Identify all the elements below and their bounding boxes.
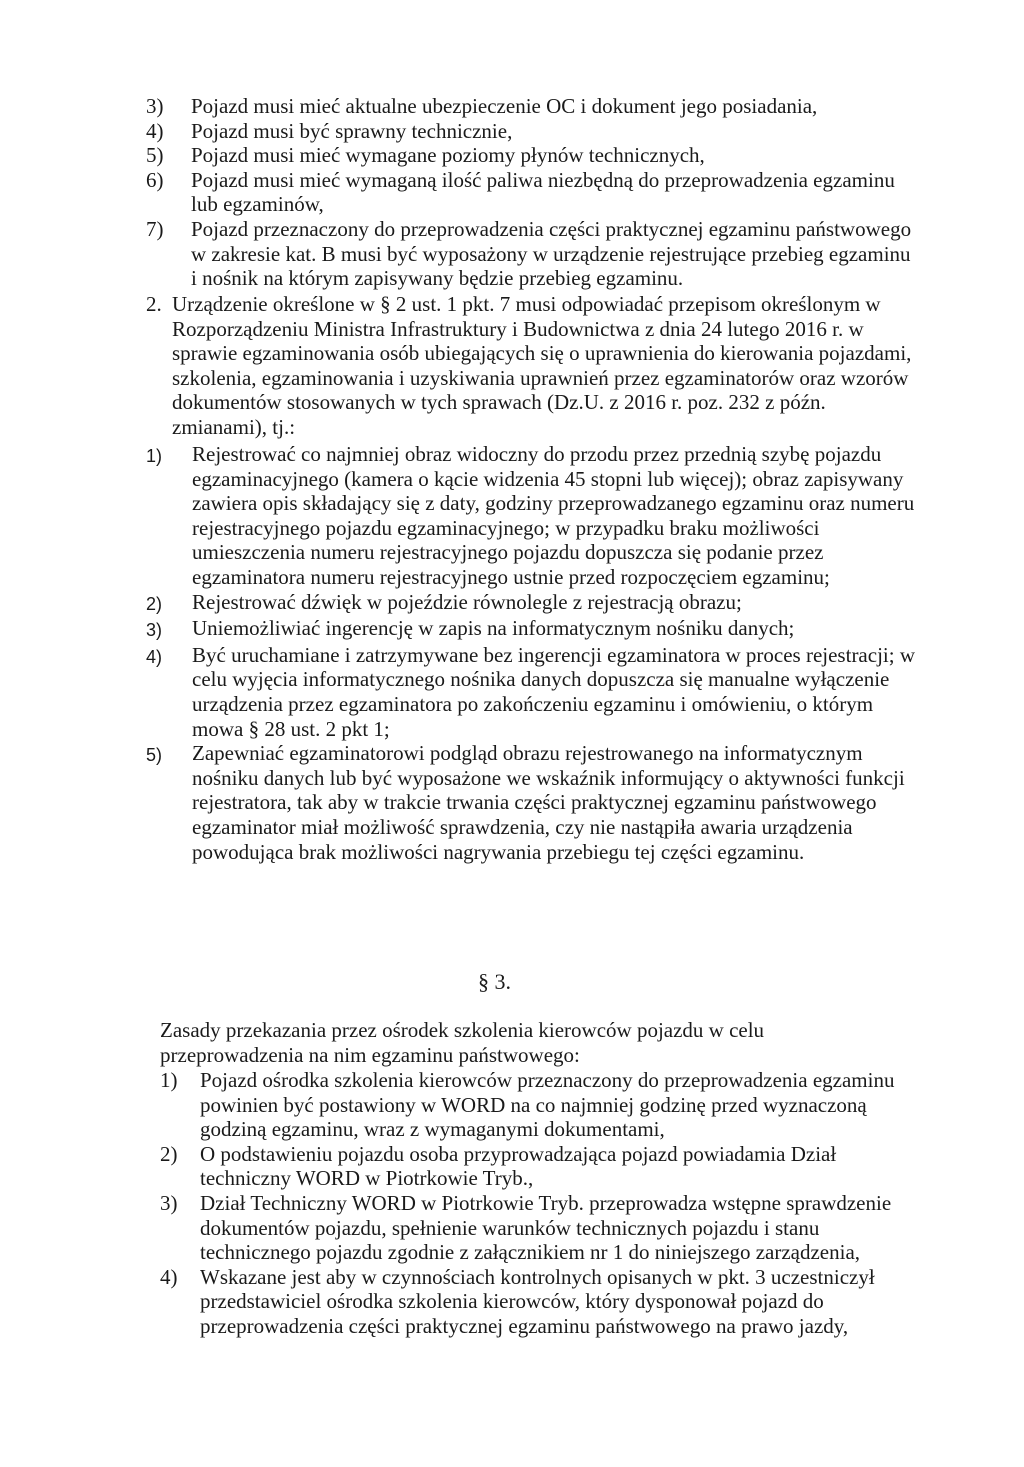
item-number: 3) [160,1190,178,1215]
item-number: 4) [160,1264,178,1289]
requirements-list [146,94,916,291]
item-text: Pojazd musi mieć wymagane poziomy płynów technicznych, [191,143,705,168]
item-text: Wskazane jest aby w czynnościach kontrolnych opisanych w pkt. 3 uczestniczył przedstawiciel ośrodka szkolenia kierowców, który dysponował pojazd do przeprowadzenia części praktycznej egzaminu państwowego na prawo jazdy, [200,1264,875,1338]
item-number: 1) [160,1068,178,1092]
device-requirements-list [146,442,916,864]
item-text: Pojazd przeznaczony do przeprowadzenia części praktycznej egzaminu państwowego w zakresie kat. B musi być wyposażony w urządzenie rejestrujące przebieg egzaminu i nośnik na którym zapisywany będzie przebieg egzaminu. [191,216,912,291]
item-number: 2) [160,1141,178,1166]
item-number: 1) [146,446,163,466]
list-item [146,442,916,590]
item-number: 3) [146,94,164,118]
section-intro: Zasady przekazania przez ośrodek szkolenia kierowców pojazdu w celu przeprowadzenia na nim egzaminu państwowego: [160,1018,765,1067]
item-number: 6) [146,167,164,192]
handover-rules-list [160,1068,900,1339]
item-text: Pojazd musi być sprawny technicznie, [191,118,513,143]
item-number: 2) [146,593,163,614]
list-item [146,94,916,119]
item-text: Rejestrować dźwięk w pojeździe równolegle z rejestracją obrazu; [192,589,742,614]
list-item [160,1068,900,1142]
paragraph-2 [146,292,916,440]
list-item [146,217,916,291]
item-text: Być uruchamiane i zatrzymywane bez ingerencji egzaminatora w proces rejestracji; w celu wyjęcia informatycznego nośnika danych dopuszcza się manualne wyłączenie urządzenia przez egzaminatora po zakończeniu egzaminu i omówieniu, o którym mowa § 28 ust. 2 pkt 1; [192,642,915,741]
list-item [160,1265,900,1339]
item-text: Pojazd musi mieć wymaganą ilość paliwa niezbędną do przeprowadzenia egzaminu lub egzaminów, [191,167,895,217]
list-item [146,741,916,864]
list-item [160,1191,900,1265]
paragraph-text: Urządzenie określone w § 2 ust. 1 pkt. 7 musi odpowiadać przepisom określonym w Rozporządzeniu Ministra Infrastruktury i Budownictwa z dnia 24 lutego 2016 r. w sprawie egzaminowania osób ubiegających się o uprawnienia do kierowania pojazdami, szkolenia, egzaminowania i uzyskiwania uprawnień przez egzaminatorów oraz wzorów dokumentów stosowanych w tych sprawach (Dz.U. z 2016 r. poz. 232 z późn. zmianami), tj.: [172,292,912,439]
item-text: Dział Techniczny WORD w Piotrkowie Tryb. przeprowadza wstępne sprawdzenie dokumentów pojazdu, spełnienie warunków technicznych pojazdu i stanu technicznego pojazdu zgodnie z załącznikiem nr 1 do niniejszego zarządzenia, [200,1190,892,1265]
list-item [160,1142,900,1191]
item-number: 5) [146,745,163,766]
list-item [146,643,916,741]
item-text: Pojazd ośrodka szkolenia kierowców przeznaczony do przeprowadzenia egzaminu powinien być postawiony w WORD na co najmniej godzinę przed wyznaczoną godziną egzaminu, wraz z wymaganymi dokumentami, [200,1068,895,1142]
list-item [146,616,916,643]
list-item [146,143,916,168]
item-text: Rejestrować co najmniej obraz widoczny do przodu przez przednią szybę pojazdu egzaminacyjnego (kamera o kącie widzenia 45 stopni lub więcej); obraz zapisywany zawiera opis składający się z daty, godziny przeprowadzanego egzaminu oraz numeru rejestracyjnego pojazdu egzaminacyjnego; w przypadku braku możliwości umieszczenia numeru rejestracyjnego pojazdu dopuszcza się podanie przez egzaminatora numeru rejestracyjnego ustnie przed rozpoczęciem egzaminu; [192,442,915,589]
item-number: 4) [146,646,163,667]
item-text: Uniemożliwiać ingerencję w zapis na informatycznym nośniku danych; [192,616,795,641]
item-number: 3) [146,620,163,641]
item-text: O podstawieniu pojazdu osoba przyprowadzająca pojazd powiadamia Dział techniczny WORD w Piotrkowie Tryb., [200,1141,837,1191]
list-item [146,590,916,617]
item-text: Zapewniać egzaminatorowi podgląd obrazu rejestrowanego na informatycznym nośniku danych lub być wyposażone we wskaźnik informujący o aktywności funkcji rejestratora, tak aby w trakcie trwania części praktycznej egzaminu państwowego egzaminator miał możliwość sprawdzenia, czy nie nastąpiła awaria urządzenia powodująca brak możliwości nagrywania przebiegu tej części egzaminu. [192,741,905,864]
item-text: Pojazd musi mieć aktualne ubezpieczenie OC i dokument jego posiadania, [191,94,818,118]
section-heading: § 3. [478,969,511,994]
item-number: 7) [146,216,164,241]
list-item [146,168,916,217]
item-number: 4) [146,118,164,143]
paragraph-number: 2. [146,292,162,316]
list-item [146,119,916,144]
item-number: 5) [146,143,164,168]
